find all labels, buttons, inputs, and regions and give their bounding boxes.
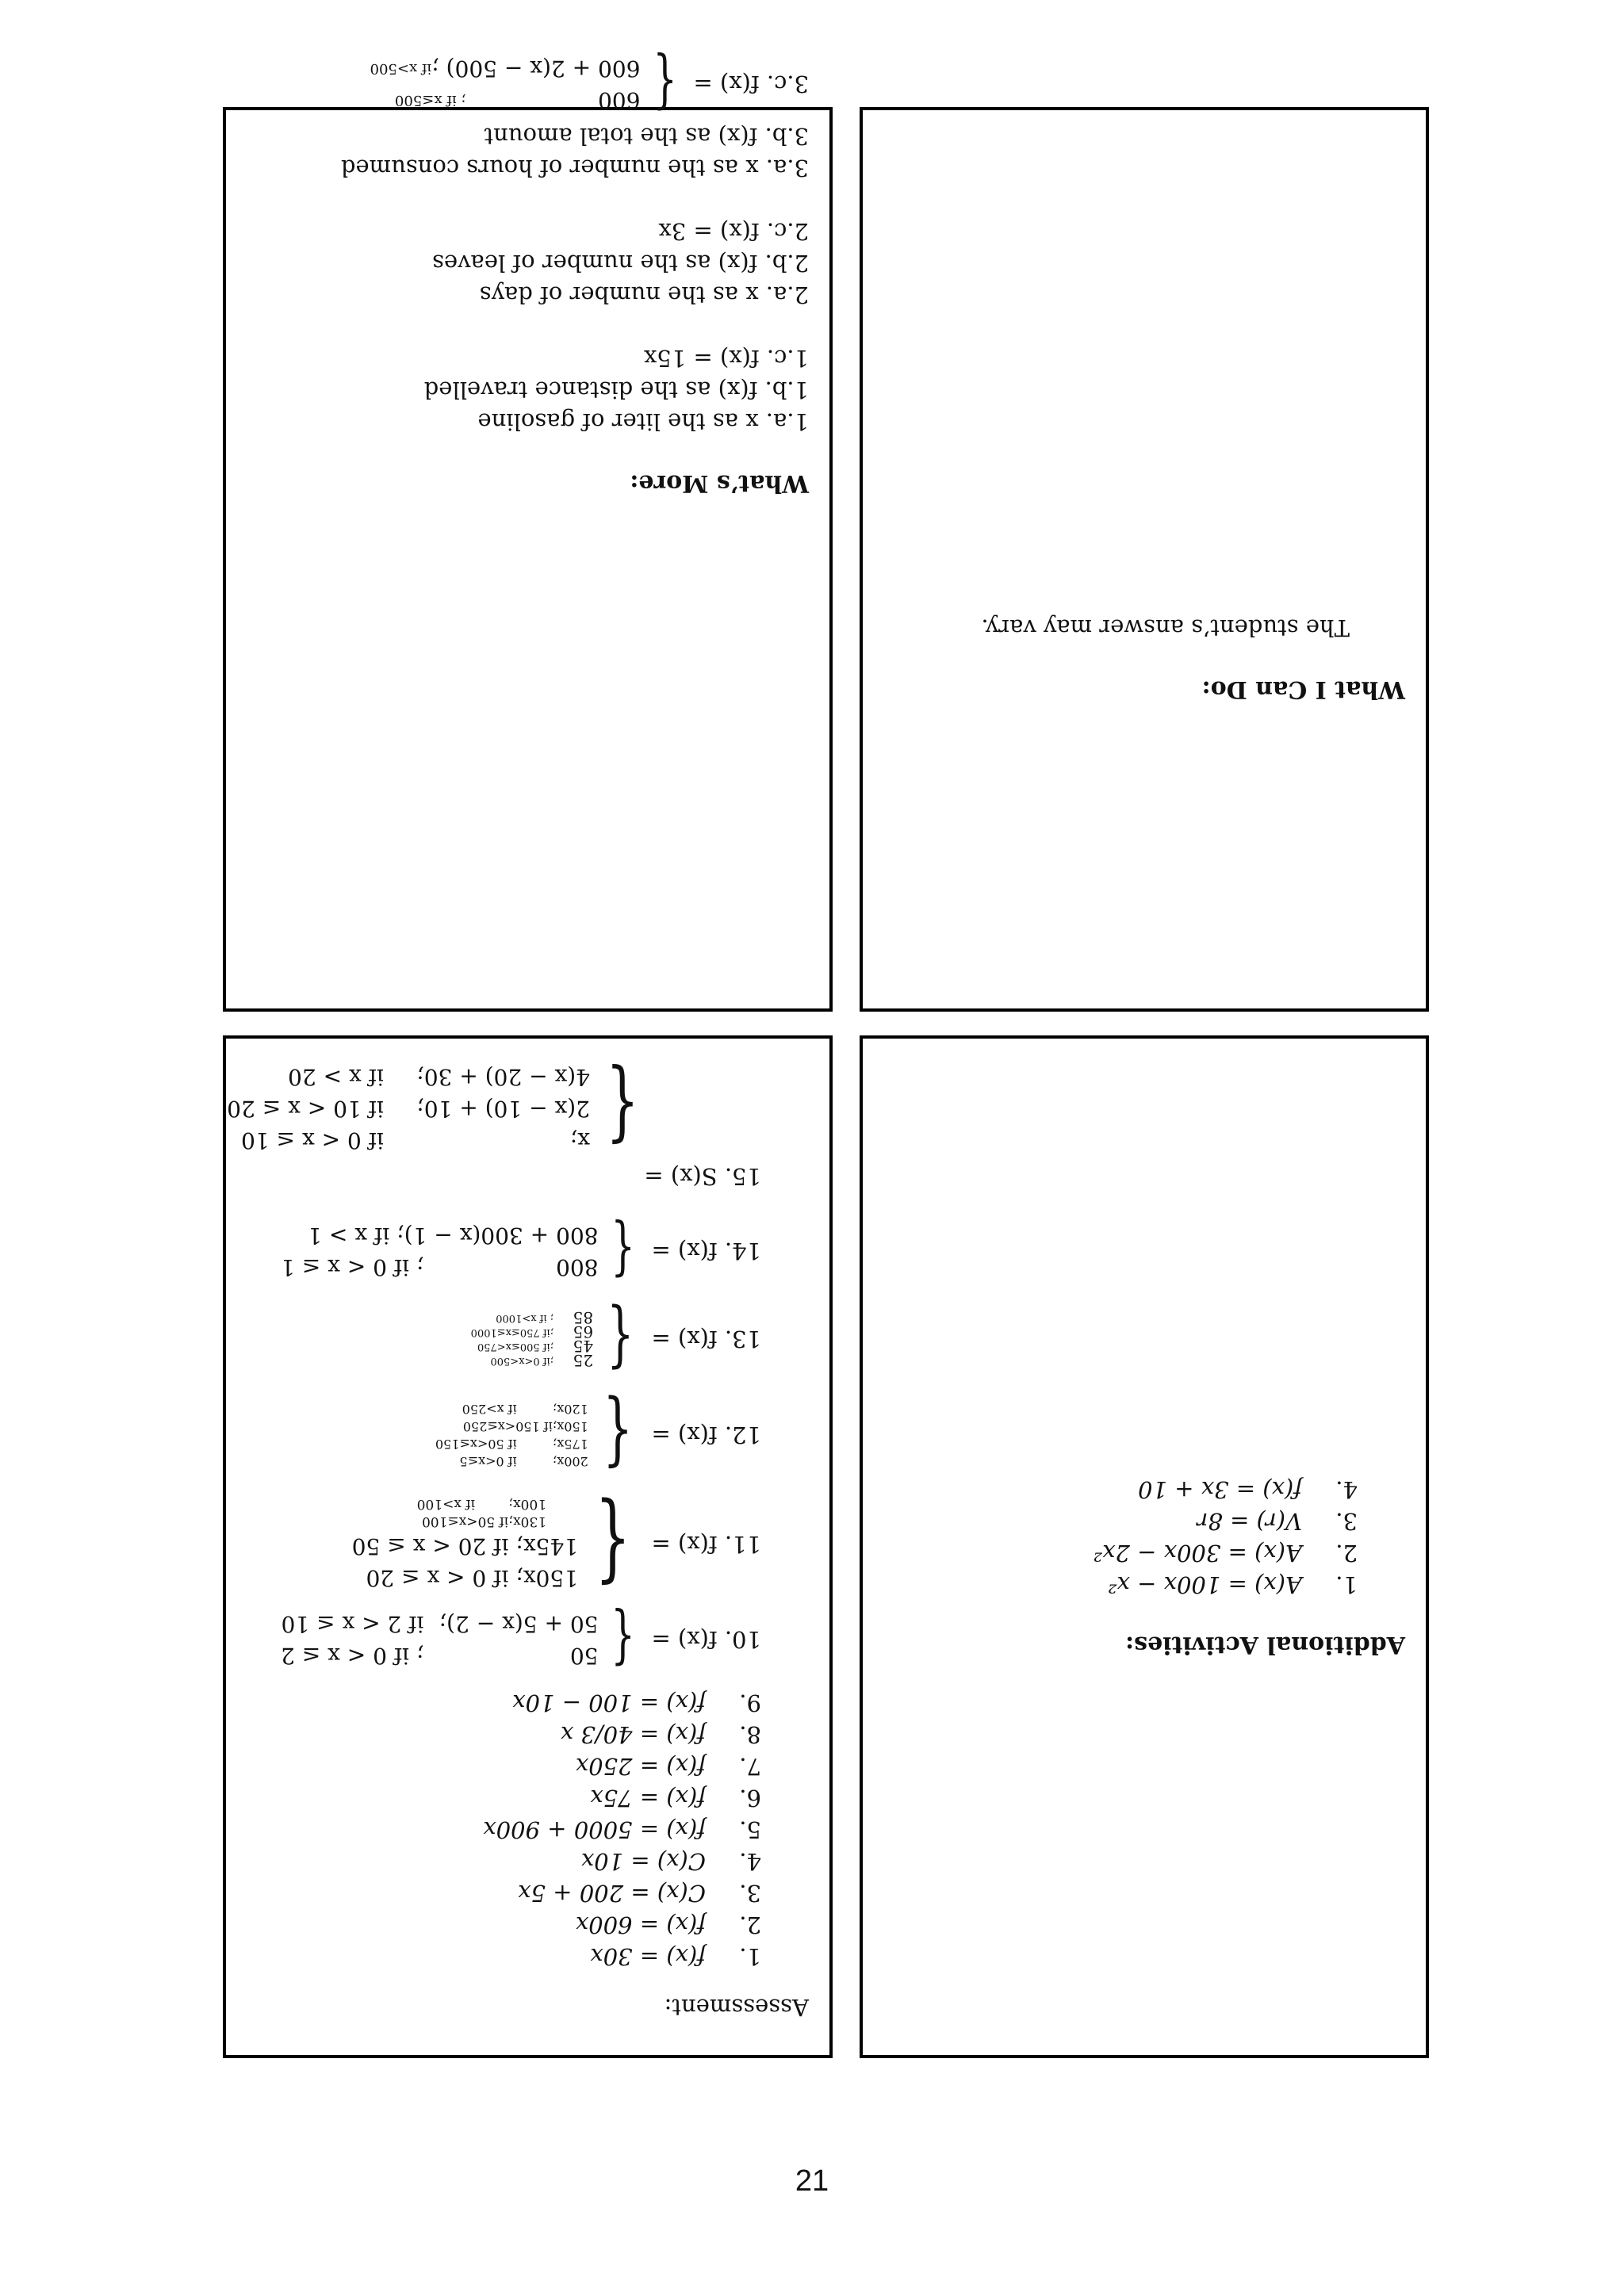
case-expr: 600 + 2(x − 500) ; <box>431 55 641 82</box>
case-expr: 120x; <box>552 1402 588 1417</box>
page-number: 21 <box>795 2164 829 2198</box>
case-cond: if x > 20 <box>288 1064 384 1090</box>
case-expr: 85 <box>573 1308 594 1327</box>
case-cond: ;if 500≤x<750 <box>477 1341 554 1353</box>
assessment-item: 4. C(x) = 10x <box>580 1848 761 1875</box>
case-expr: 600 <box>598 87 641 113</box>
case-expr: 145x; if 20 < x ≤ 50 <box>351 1533 579 1559</box>
additional-item: 3. V(r) = 8r <box>1197 1508 1358 1535</box>
additional-item: 2. A(x) = 300x − 2x² <box>1093 1540 1358 1567</box>
piecewise-label: 12. f(x) = <box>651 1422 761 1448</box>
case-expr: 175x; <box>552 1437 588 1452</box>
piecewise-15 <box>227 1058 658 1159</box>
case-cond: ;if 0<x<500 <box>490 1355 554 1367</box>
case-expr: x; <box>569 1127 590 1154</box>
case-cond: if x>500 <box>370 60 432 77</box>
assessment-title: Assessment: <box>664 1994 809 2021</box>
piecewise-label: 14. f(x) = <box>651 1238 761 1265</box>
case-cond: if 2 < x ≤ 10 <box>281 1611 424 1637</box>
case-cond: if x>100 <box>416 1496 476 1512</box>
whats-more-line: 1.a. x as the liter of gasoline <box>477 408 809 435</box>
whats-more-line: 3.b. f(x) as the total amount <box>484 123 809 150</box>
what-i-can-do-title: What I Can Do: <box>1201 675 1405 703</box>
case-expr: 150x;if 150<x≤250 <box>462 1419 588 1434</box>
case-expr: 130x;if 50<x≤100 <box>422 1513 547 1529</box>
whats-more-panel <box>223 48 833 1012</box>
case-cond: if 0<x≤5 <box>459 1454 517 1469</box>
what-i-can-do-panel <box>860 107 1429 1012</box>
case-cond: ; if 0 < x ≤ 2 <box>281 1643 424 1669</box>
assessment-item: 2. f(x) = 600x <box>575 1911 761 1938</box>
whats-more-line: 2.b. f(x) as the number of leaves <box>432 250 809 277</box>
brace-icon: { <box>603 1389 634 1482</box>
additional-item: 1. A(x) = 100x − x² <box>1107 1571 1358 1598</box>
additional-item: 4. f(x) = 3x + 10 <box>1138 1476 1358 1503</box>
case-expr: 50 <box>569 1643 599 1669</box>
piecewise-14 <box>238 1215 761 1288</box>
whats-more-line: 2.a. x as the number of days <box>479 281 809 308</box>
case-expr: 50 + 5(x − 2); <box>439 1611 599 1637</box>
case-expr: 800 + 300(x − 1); if x > 1 <box>308 1223 599 1249</box>
piecewise-label: 3.c. f(x) = <box>693 71 809 98</box>
case-cond: ;if 750≤x≤1000 <box>470 1326 554 1338</box>
what-i-can-do-text: The student’s answer may vary. <box>981 614 1350 641</box>
assessment-item: 1. f(x) = 30x <box>590 1943 761 1970</box>
case-cond: ; if x≤500 <box>394 92 466 109</box>
whats-more-line: 1.c. f(x) = 15x <box>643 345 809 372</box>
brace-icon: { <box>606 1058 639 1159</box>
case-cond: ; if x>1000 <box>496 1312 554 1324</box>
whats-more-line: 2.c. f(x) = 3x <box>658 218 809 245</box>
additional-activities-title: Additional Activities: <box>1125 1631 1405 1659</box>
case-expr: 2(x − 10) + 10; <box>416 1096 590 1122</box>
case-expr: 4(x − 20) + 30; <box>416 1064 590 1090</box>
piecewise-3c <box>238 48 809 121</box>
piecewise-label: 10. f(x) = <box>651 1626 761 1653</box>
brace-icon: { <box>611 1215 636 1288</box>
case-cond: if 0 < x ≤ 10 <box>241 1127 384 1154</box>
case-cond: if 10 < x ≤ 20 <box>227 1096 384 1122</box>
brace-icon: { <box>611 1603 636 1677</box>
case-expr: 800 <box>556 1254 599 1280</box>
piecewise-11 <box>238 1490 761 1600</box>
assessment-item: 7. f(x) = 250x <box>575 1753 761 1780</box>
assessment-item: 5. f(x) = 5000 + 900x <box>483 1816 761 1843</box>
whats-more-line: 3.a. x as the number of hours consumed <box>340 155 809 182</box>
whats-more-line: 1.b. f(x) as the distance travelled <box>423 377 809 404</box>
assessment-item: 6. f(x) = 75x <box>590 1785 761 1812</box>
case-expr: 200x; <box>552 1454 588 1469</box>
assessment-item: 3. C(x) = 200 + 5x <box>518 1880 761 1907</box>
piecewise-label: 15. S(x) = <box>644 1163 761 1190</box>
brace-icon: { <box>653 48 678 121</box>
case-cond: ; if 0 < x ≤ 1 <box>281 1254 424 1280</box>
assessment-item: 9. f(x) = 100 − 10x <box>512 1689 761 1716</box>
piecewise-13 <box>238 1298 761 1381</box>
piecewise-12 <box>238 1389 761 1482</box>
brace-icon: { <box>607 1298 634 1381</box>
additional-activities-panel <box>860 1035 1429 2058</box>
case-expr: 65 <box>573 1322 594 1341</box>
case-cond: if 50<x≤150 <box>435 1437 517 1452</box>
brace-icon: { <box>595 1490 632 1600</box>
case-cond: if x>250 <box>462 1402 517 1417</box>
assessment-item: 8. f(x) = 40/3 x <box>560 1721 761 1748</box>
case-expr: 150x; if 0 < x ≤ 20 <box>366 1565 579 1591</box>
piecewise-label: 11. f(x) = <box>651 1531 761 1558</box>
assessment-panel <box>223 1035 833 2058</box>
case-expr: 100x; <box>508 1496 547 1512</box>
whats-more-title: What’s More: <box>630 469 809 497</box>
case-expr: 25 <box>573 1351 594 1370</box>
case-expr: 45 <box>573 1337 594 1356</box>
piecewise-10 <box>238 1603 761 1677</box>
piecewise-label: 13. f(x) = <box>651 1326 761 1353</box>
